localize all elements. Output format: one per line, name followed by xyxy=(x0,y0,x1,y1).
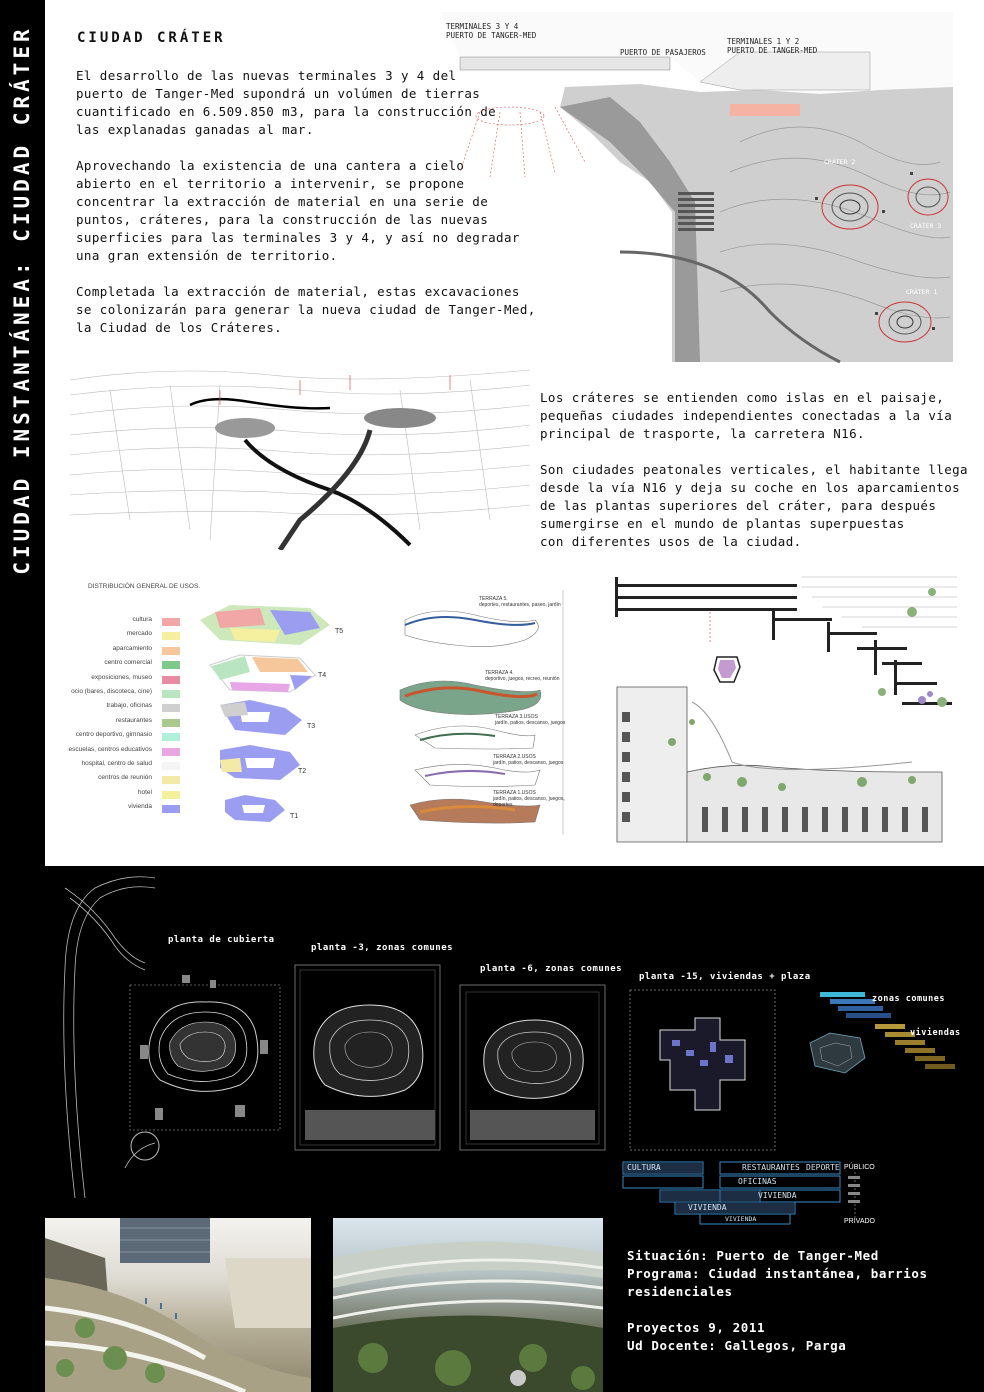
program-word-deporte: DEPORTE xyxy=(806,1163,840,1172)
legend-swatch xyxy=(162,776,180,784)
legend-item-label: mercado xyxy=(126,630,152,638)
legend-swatch xyxy=(162,661,180,669)
program-word-vivienda-3: VIVIENDA xyxy=(725,1215,757,1223)
legend-item-label: centros de reunión xyxy=(98,774,152,782)
legend-swatch xyxy=(162,618,180,626)
legend-swatch xyxy=(162,690,180,698)
intro-p3: Completada la extracción de material, estas excavaciones se colonizarán para generar la nueva ciudad de Tanger-Med, la Ciudad de los Cráteres. xyxy=(76,284,536,335)
program-word-vivienda-2: VIVIENDA xyxy=(688,1203,727,1212)
render-image-1 xyxy=(45,1218,311,1392)
plan-6 xyxy=(460,985,605,1150)
legend-item xyxy=(60,702,180,714)
legend-item-label: cultura xyxy=(132,616,152,623)
legend-swatch xyxy=(162,762,180,770)
intro-p1: El desarrollo de las nuevas terminales 3 y 4 del puerto de Tanger-Med supondrá un volúmen de tierras cuantificado en 6.509.850 m3, para la construcción de las explanadas ganadas al mar. xyxy=(76,68,497,137)
page-title: CIUDAD CRÁTER xyxy=(77,30,226,46)
legend-item xyxy=(60,789,180,801)
label-crater-1: CRÁTER 1 xyxy=(906,288,938,296)
legend-swatch xyxy=(162,647,180,655)
legend-item-label: restaurantes xyxy=(115,716,152,724)
section-and-plan xyxy=(612,572,960,862)
program-word-restaurantes: RESTAURANTES xyxy=(742,1163,800,1172)
legend-item-label: exposiciones, museo xyxy=(91,673,152,681)
legend-item xyxy=(60,803,180,815)
legend-swatch xyxy=(162,676,180,684)
label-planta-6: planta -6, zonas comunes xyxy=(480,964,623,974)
plan-3 xyxy=(295,965,440,1150)
legend-item xyxy=(60,731,180,743)
legend-item-label: escuelas, centros educativos xyxy=(68,745,152,753)
floor-axonometrics xyxy=(190,600,350,830)
legend-swatch xyxy=(162,791,180,799)
crater-desc-p1: Los cráteres se entienden como islas en el paisaje, pequeñas ciudades independientes conectadas a la vía principal de trasporte, la carretera N16. xyxy=(540,390,953,441)
legend-item-label: centro deportivo, gimnasio xyxy=(75,731,152,739)
legend-item-label: ocio (bares, discoteca, cine) xyxy=(71,688,152,695)
legend-item xyxy=(60,774,180,786)
legend-item-label: aparcamiento xyxy=(112,644,152,652)
info-docente: Ud Docente: Gallegos, Parga xyxy=(627,1338,847,1353)
legend-item xyxy=(60,659,180,671)
label-terminales-1-2: TERMINALES 1 Y 2 PUERTO DE TANGER-MED xyxy=(727,37,818,55)
legend-item-label: hotel xyxy=(137,788,152,796)
terrace-1-label: TERRAZA 1.USOS jardín, patios, descanso, juegos, deportes xyxy=(493,790,565,808)
label-zonas-comunes: zonas comunes xyxy=(872,994,946,1004)
label-privado: PRIVADO xyxy=(844,1218,875,1225)
label-terminales-3-4: TERMINALES 3 Y 4 PUERTO DE TANGER-MED xyxy=(446,22,537,40)
intro-p2: Aprovechando la existencia de una cantera a cielo abierto en el territorio a intervenir, se propone concentrar la extracción de material en una serie de puntos, cráteres, para la construcción de las nuevas superficies para las terminales 3 y 4, y así no degradar una gran extensión de territorio. xyxy=(76,158,520,263)
terrace-4-label: TERRAZA 4. deportivo, juegos, recreo, reunión xyxy=(485,670,560,682)
legend-swatch xyxy=(162,805,180,813)
project-info xyxy=(627,1247,928,1355)
site-map xyxy=(440,12,960,367)
info-programa-cont: residenciales xyxy=(627,1284,733,1299)
program-word-cultura: CULTURA xyxy=(627,1163,661,1172)
level-t1: T1 xyxy=(290,813,299,820)
label-puerto-pasajeros: PUERTO DE PASAJEROS xyxy=(620,48,706,57)
label-crater-3: CRÁTER 3 xyxy=(910,222,942,230)
level-t2: T2 xyxy=(298,768,307,775)
plan-15 xyxy=(630,990,775,1150)
legend-swatch xyxy=(162,704,180,712)
legend-item xyxy=(60,630,180,642)
plan-cubierta xyxy=(130,975,280,1130)
terrace-2-label: TERRAZA 2.USOS jardín, patios, descanso, juegos xyxy=(493,754,564,766)
legend-item xyxy=(60,746,180,758)
legend-item-label: centro comercial xyxy=(104,659,152,667)
terrace-3-label: TERRAZA 3.USOS jardín, patios, descanso, juegos xyxy=(495,714,566,726)
legend-swatch xyxy=(162,632,180,640)
program-word-oficinas: OFICINAS xyxy=(738,1177,777,1186)
legend-item xyxy=(60,760,180,772)
legend-item xyxy=(60,645,180,657)
program-word-vivienda-1: VIVIENDA xyxy=(758,1191,797,1200)
legend-item-label: vivienda xyxy=(128,803,152,811)
label-viviendas: viviendas xyxy=(910,1028,961,1038)
legend-swatch xyxy=(162,733,180,741)
label-planta-3: planta -3, zonas comunes xyxy=(311,943,454,953)
crater-desc-p2: Son ciudades peatonales verticales, el habitante llega desde la vía N16 y deja su coche en los aparcamientos de las plantas superiores del cráter, para después sumergirse en el mundo de plantas superpuestas con diferentes usos de la ciudad. xyxy=(540,462,968,549)
info-proyectos: Proyectos 9, 2011 xyxy=(627,1320,766,1335)
label-planta-15: planta -15, viviendas + plaza xyxy=(639,972,811,982)
render-image-2 xyxy=(333,1218,603,1392)
legend-item xyxy=(60,674,180,686)
program-diagram xyxy=(620,1160,880,1230)
legend-item-label: trabajo, oficinas xyxy=(106,702,152,710)
info-programa: Programa: Ciudad instantánea, barrios xyxy=(627,1266,928,1281)
legend-title: DISTRIBUCIÓN GENERAL DE USOS. xyxy=(88,583,201,590)
legend-item-label: hospital, centro de salud xyxy=(81,760,152,767)
level-t4: T4 xyxy=(318,672,327,679)
legend-swatch xyxy=(162,719,180,727)
terraces-plans xyxy=(375,590,575,835)
legend-swatch xyxy=(162,748,180,756)
label-planta-cubierta: planta de cubierta xyxy=(168,935,275,945)
level-t5: T5 xyxy=(335,628,344,635)
label-crater-2: CRÁTER 2 xyxy=(824,158,856,166)
level-t3: T3 xyxy=(307,723,316,730)
label-publico: PÚBLICO xyxy=(844,1164,875,1171)
crater-description xyxy=(540,389,980,551)
legend-item xyxy=(60,688,180,700)
vertical-title: CIUDAD INSTANTÁNEA: CIUDAD CRÁTER xyxy=(10,25,34,575)
legend-item xyxy=(60,616,180,628)
floor-plans xyxy=(120,960,780,1160)
legend-item xyxy=(60,717,180,729)
uses-legend xyxy=(0,616,200,826)
landscape-perspective xyxy=(70,360,530,550)
info-situacion: Situación: Puerto de Tanger-Med xyxy=(627,1248,879,1263)
terrace-5-label: TERRAZA 5. deportes, restaurantes, paseo, jardín xyxy=(479,596,561,608)
stack-diagram xyxy=(800,988,960,1083)
